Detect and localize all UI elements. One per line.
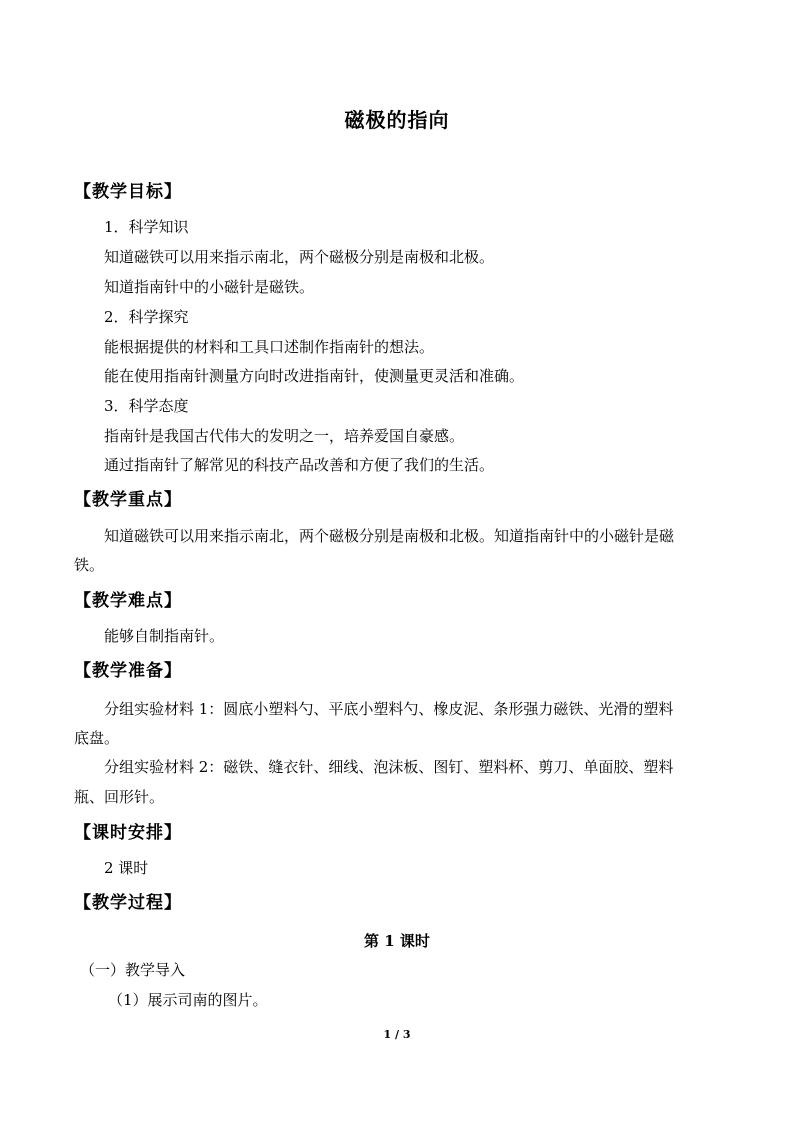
- section-heading-schedule: 【课时安排】: [74, 823, 182, 843]
- preparation-material-1: 分组实验材料 1：圆底小塑料勺、平底小塑料勺、橡皮泥、条形强力磁铁、光滑的塑料: [104, 700, 674, 718]
- section-heading-goals: 【教学目标】: [74, 182, 182, 202]
- goal-line: 能在使用指南针测量方向时改进指南针，使测量更灵活和准确。: [104, 367, 525, 385]
- key-points-text-continued: 铁。: [74, 556, 105, 574]
- section-heading-process: 【教学过程】: [74, 893, 182, 913]
- document-title: 磁极的指向: [344, 108, 450, 132]
- process-part-heading: （一）教学导入: [80, 961, 186, 979]
- page-number: 1 / 3: [383, 1028, 411, 1041]
- preparation-material-2-continued: 瓶、回形针。: [74, 788, 165, 806]
- goal-line: 能根据提供的材料和工具口述制作指南针的想法。: [104, 338, 435, 356]
- goal-line: 知道指南针中的小磁针是磁铁。: [104, 278, 315, 296]
- goal-line: 3．科学态度: [104, 397, 189, 415]
- key-points-text: 知道磁铁可以用来指示南北，两个磁极分别是南极和北极。知道指南针中的小磁针是磁: [104, 527, 675, 545]
- lesson-title: 第 1 课时: [364, 932, 430, 950]
- section-heading-key-points: 【教学重点】: [74, 490, 182, 510]
- goal-line: 指南针是我国古代伟大的发明之一，培养爱国自豪感。: [104, 427, 465, 445]
- goal-line: 通过指南针了解常见的科技产品改善和方便了我们的生活。: [104, 456, 495, 474]
- goal-line: 1．科学知识: [104, 218, 189, 236]
- goal-line: 2．科学探究: [104, 308, 189, 326]
- difficulties-text: 能够自制指南针。: [104, 627, 225, 645]
- section-heading-preparation: 【教学准备】: [74, 661, 182, 681]
- schedule-text: 2 课时: [104, 859, 149, 877]
- section-heading-difficulties: 【教学难点】: [74, 591, 182, 611]
- goal-line: 知道磁铁可以用来指示南北，两个磁极分别是南极和北极。: [104, 248, 495, 266]
- process-step: （1）展示司南的图片。: [108, 991, 268, 1009]
- preparation-material-2: 分组实验材料 2：磁铁、缝衣针、细线、泡沫板、图钉、塑料杯、剪刀、单面胶、塑料: [104, 758, 674, 776]
- preparation-material-1-continued: 底盘。: [74, 729, 120, 747]
